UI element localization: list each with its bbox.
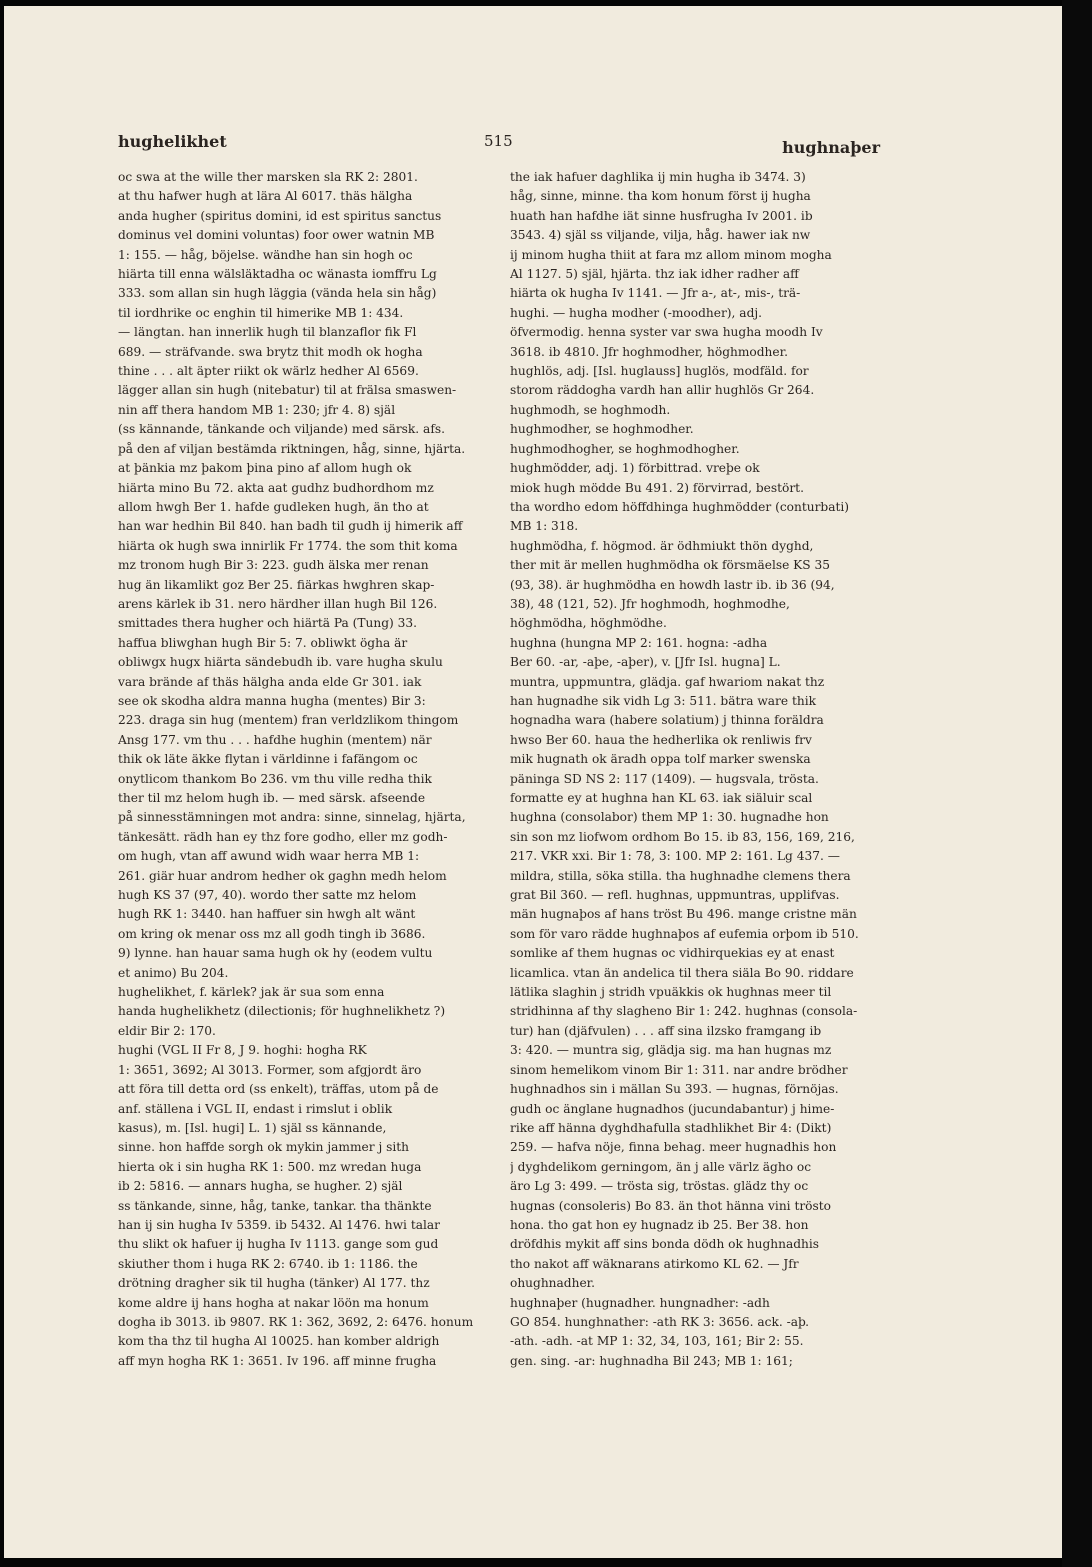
text-line: tur) han (djäfvulen) . . . aff sina ilzsko framgang ib xyxy=(510,1023,822,1038)
text-line: män hugnaþos af hans tröst Bu 496. mange cristne män xyxy=(510,907,857,922)
text-line: hughmodh, se hoghmodh. xyxy=(510,402,671,417)
text-line: äro Lg 3: 499. — trösta sig, tröstas. glädz thy oc xyxy=(510,1179,809,1194)
text-line: obliwgx hugx hiärta sändebudh ib. vare hugha skulu xyxy=(118,655,443,670)
text-line: om hugh, vtan aff awund widh waar herra MB 1: xyxy=(118,849,420,864)
text-line: kasus), m. [Isl. hugi] L. 1) själ ss kännande, xyxy=(118,1120,387,1135)
text-line: skiuther thom i huga RK 2: 6740. ib 1: 1186. the xyxy=(118,1256,418,1271)
text-line: MB 1: 318. xyxy=(510,519,579,534)
text-line: stridhinna af thy slagheno Bir 1: 242. hughnas (consola- xyxy=(510,1004,858,1019)
text-line: öfvermodig. henna syster var swa hugha moodh Iv xyxy=(510,325,823,340)
text-line: han ij sin hugha Iv 5359. ib 5432. Al 1476. hwi talar xyxy=(118,1217,440,1232)
text-line: arens kärlek ib 31. nero härdher illan hugh Bil 126. xyxy=(118,596,438,611)
text-line: licamlica. vtan än andelica til thera siäla Bo 90. riddare xyxy=(510,965,854,980)
text-line: drötning dragher sik til hugha (tänker) Al 177. thz xyxy=(118,1276,430,1291)
right-column xyxy=(510,168,890,1371)
text-line: höghmödha, höghmödhe. xyxy=(510,616,667,631)
text-line: oc swa at the wille ther marsken sla RK 2: 2801. xyxy=(118,170,418,184)
text-line: tha wordho edom höffdhinga hughmödder (conturbati) xyxy=(510,499,850,514)
text-line: huath han hafdhe iät sinne husfrugha Iv 2001. ib xyxy=(510,208,813,223)
text-line: tänkesätt. rädh han ey thz fore godho, eller mz godh- xyxy=(118,829,448,844)
text-line: dröfdhis mykit aff sins bonda dödh ok hughnadhis xyxy=(510,1237,820,1252)
text-line: 1: 155. — håg, böjelse. wändhe han sin hogh oc xyxy=(118,247,413,262)
text-line: hwso Ber 60. haua the hedherlika ok renliwis frv xyxy=(510,732,812,747)
text-line: j dyghdelikom gerningom, än j alle värlz ägho oc xyxy=(510,1159,812,1174)
text-line: hugh RK 1: 3440. han haffuer sin hwgh alt wänt xyxy=(118,907,416,922)
text-line: hughna (consolabor) them MP 1: 30. hugnadhe hon xyxy=(510,810,829,825)
text-line: rike aff hänna dyghdhafulla stadhlikhet Bir 4: (Dikt) xyxy=(510,1120,832,1135)
text-line: anf. ställena i VGL II, endast i rimslut i oblik xyxy=(118,1101,393,1116)
text-line: ij minom hugha thiit at fara mz allom minom mogha xyxy=(510,247,832,262)
text-line: — längtan. han innerlik hugh til blanzaflor fik Fl xyxy=(118,325,417,340)
text-line: hughna (hungna MP 2: 161. hogna: -adha xyxy=(510,635,768,650)
text-line: mik hugnath ok äradh oppa tolf marker swenska xyxy=(510,752,811,767)
text-line: ther til mz helom hugh ib. — med särsk. afseende xyxy=(118,791,426,805)
text-line: kom tha thz til hugha Al 10025. han komber aldrigh xyxy=(118,1334,440,1349)
text-line: anda hugher (spiritus domini, id est spiritus sanctus xyxy=(118,208,442,223)
text-line: GO 854. hunghnather: -ath RK 3: 3656. ack. -aþ. xyxy=(510,1314,810,1329)
text-line: päninga SD NS 2: 117 (1409). — hugsvala, trösta. xyxy=(510,771,819,786)
page-header xyxy=(118,132,880,160)
text-line: eldir Bir 2: 170. xyxy=(118,1023,216,1038)
text-line: grat Bil 360. — refl. hughnas, uppmuntras, upplifvas. xyxy=(510,888,840,903)
text-line: hughi (VGL II Fr 8, J 9. hoghi: hogha RK xyxy=(118,1043,367,1058)
text-line: 259. — hafva nöje, finna behag. meer hugnadhis hon xyxy=(510,1140,837,1155)
text-line: mz tronom hugh Bir 3: 223. gudh älska mer renan xyxy=(118,558,429,573)
text-line: smittades thera hugher och hiärtä Pa (Tung) 33. xyxy=(118,616,418,631)
text-line: hierta ok i sin hugha RK 1: 500. mz wredan huga xyxy=(118,1159,422,1174)
text-line: somlike af them hugnas oc vidhirquekias ey at enast xyxy=(510,946,835,961)
text-line: see ok skodha aldra manna hugha (mentes) Bir 3: xyxy=(118,693,426,708)
text-line: på den af viljan bestämda riktningen, håg, sinne, hjärta. xyxy=(118,441,466,456)
text-line: the iak hafuer daghlika ij min hugha ib 3474. 3) xyxy=(510,170,806,184)
text-line: Ber 60. -ar, -aþe, -aþer), v. [Jfr Isl. hugna] L. xyxy=(510,655,781,670)
text-line: hiärta till enna wälsläktadha oc wänasta iomffru Lg xyxy=(118,267,437,282)
text-line: thine . . . alt äpter riikt ok wärlz hedher Al 6569. xyxy=(118,364,419,379)
text-line: ss tänkande, sinne, håg, tanke, tankar. tha thänkte xyxy=(118,1198,432,1213)
text-line: ohughnadher. xyxy=(510,1276,596,1291)
text-line: 261. giär huar androm hedher ok gaghn medh helom xyxy=(118,868,447,883)
text-line: som för varo rädde hughnaþos af eufemia orþom ib 510. xyxy=(510,926,859,941)
text-line: 9) lynne. han hauar sama hugh ok hy (eodem vultu xyxy=(118,946,433,961)
text-line: hughlös, adj. [Isl. huglauss] huglös, modfäld. for xyxy=(510,364,809,379)
text-line: hughmödder, adj. 1) förbittrad. vreþe ok xyxy=(510,461,760,476)
text-line: (ss kännande, tänkande och viljande) med särsk. afs. xyxy=(118,422,445,437)
text-line: gen. sing. -ar: hughnadha Bil 243; MB 1: 161; xyxy=(510,1353,793,1368)
text-line: lägger allan sin hugh (nitebatur) til at frälsa smaswen- xyxy=(118,383,457,398)
running-head-left: hughelikhet xyxy=(118,132,227,151)
text-line: allom hwgh Ber 1. hafde gudleken hugh, än tho at xyxy=(118,499,429,514)
text-line: nin aff thera handom MB 1: 230; jfr 4. 8) själ xyxy=(118,402,396,417)
text-line: hughmödha, f. högmod. är ödhmiukt thön dyghd, xyxy=(510,538,814,553)
text-line: hughelikhet, f. kärlek? jak är sua som enna xyxy=(118,985,385,1000)
text-line: 333. som allan sin hugh läggia (vända hela sin håg) xyxy=(118,286,437,301)
text-line: hug än likamlikt goz Ber 25. fiärkas hwghren skap- xyxy=(118,577,435,592)
text-line: 3543. 4) själ ss viljande, vilja, håg. hawer iak nw xyxy=(510,228,811,243)
text-line: thu slikt ok hafuer ij hugha Iv 1113. gange som gud xyxy=(118,1237,439,1252)
text-line: lätlika slaghin j stridh vpuäkkis ok hughnas meer til xyxy=(510,985,832,1000)
text-line: hughi. — hugha modher (-moodher), adj. xyxy=(510,305,763,320)
text-line: håg, sinne, minne. tha kom honum först ij hugha xyxy=(510,189,811,204)
dictionary-page xyxy=(4,6,1062,1558)
text-line: kome aldre ij hans hogha at nakar löön ma honum xyxy=(118,1295,429,1310)
text-line: at thu hafwer hugh at lära Al 6017. thäs hälgha xyxy=(118,189,413,204)
text-line: aff myn hogha RK 1: 3651. Iv 196. aff minne frugha xyxy=(118,1353,437,1368)
text-line: til iordhrike oc enghin til himerike MB 1: 434. xyxy=(118,305,404,320)
text-line: miok hugh mödde Bu 491. 2) förvirrad, bestört. xyxy=(510,480,804,495)
text-line: Al 1127. 5) själ, hjärta. thz iak idher radher aff xyxy=(510,267,799,282)
text-line: han hugnadhe sik vidh Lg 3: 511. bätra ware thik xyxy=(510,693,816,708)
text-line: ib 2: 5816. — annars hugha, se hugher. 2) själ xyxy=(118,1179,403,1194)
text-line: 223. draga sin hug (mentem) fran verldzlikom thingom xyxy=(118,713,459,728)
text-line: at þänkia mz þakom þina pino af allom hugh ok xyxy=(118,461,412,476)
text-line: på sinnesstämningen mot andra: sinne, sinnelag, hjärta, xyxy=(118,810,466,825)
text-line: sinom hemelikom vinom Bir 1: 311. nar andre brödher xyxy=(510,1062,848,1077)
text-line: tho nakot aff wäknarans atirkomo KL 62. — Jfr xyxy=(510,1256,799,1271)
text-line: hughnaþer (hugnadher. hungnadher: -adh xyxy=(510,1295,770,1310)
text-line: thik ok läte äkke flytan i världinne i fafängom oc xyxy=(118,752,418,767)
text-line: dominus vel domini voluntas) foor ower watnin MB xyxy=(118,228,435,243)
text-line: handa hughelikhetz (dilectionis; för hughnelikhetz ?) xyxy=(118,1004,446,1019)
text-line: mildra, stilla, söka stilla. tha hughnadhe clemens thera xyxy=(510,868,851,883)
text-line: 1: 3651, 3692; Al 3013. Former, som afgjordt äro xyxy=(118,1062,422,1077)
text-line: storom räddogha vardh han allir hughlös Gr 264. xyxy=(510,383,815,398)
text-line: vara brände af thäs hälgha anda elde Gr 301. iak xyxy=(118,674,422,689)
text-line: hiärta mino Bu 72. akta aat gudhz budhordhom mz xyxy=(118,480,434,495)
text-line: hughmodhogher, se hoghmodhogher. xyxy=(510,441,740,456)
text-line: formatte ey at hughna han KL 63. iak siäluir scal xyxy=(510,791,813,805)
text-line: muntra, uppmuntra, glädja. gaf hwariom nakat thz xyxy=(510,674,825,689)
scan-edge xyxy=(1062,0,1092,1567)
text-line: 3618. ib 4810. Jfr hoghmodher, höghmodher. xyxy=(510,344,788,359)
page-number: 515 xyxy=(484,132,513,150)
text-line: haffua bliwghan hugh Bir 5: 7. obliwkt ögha är xyxy=(118,635,408,650)
text-line: ther mit är mellen hughmödha ok försmäelse KS 35 xyxy=(510,558,831,573)
text-line: sin son mz liofwom ordhom Bo 15. ib 83, 156, 169, 216, xyxy=(510,829,855,844)
text-line: onytlicom thankom Bo 236. vm thu ville redha thik xyxy=(118,771,432,786)
text-line: (93, 38). är hughmödha en howdh lastr ib. ib 36 (94, xyxy=(510,577,835,592)
text-line: 689. — sträfvande. swa brytz thit modh ok hogha xyxy=(118,344,423,359)
text-line: dogha ib 3013. ib 9807. RK 1: 362, 3692, 2: 6476. honum xyxy=(118,1314,474,1329)
text-line: han war hedhin Bil 840. han badh til gudh ij himerik aff xyxy=(118,519,463,534)
text-line: 38), 48 (121, 52). Jfr hoghmodh, hoghmodhe, xyxy=(510,596,790,611)
text-line: Ansg 177. vm thu . . . hafdhe hughin (mentem) när xyxy=(118,732,432,747)
text-line: hognadha wara (habere solatium) j thinna foräldra xyxy=(510,713,824,728)
text-line: gudh oc änglane hugnadhos (jucundabantur) j hime- xyxy=(510,1101,835,1116)
text-line: 3: 420. — muntra sig, glädja sig. ma han hugnas mz xyxy=(510,1043,832,1058)
text-line: hiärta ok hugh swa innirlik Fr 1774. the som thit koma xyxy=(118,538,458,553)
text-line: hiärta ok hugha Iv 1141. — Jfr a-, at-, mis-, trä- xyxy=(510,286,801,301)
text-line: -ath. -adh. -at MP 1: 32, 34, 103, 161; Bir 2: 55. xyxy=(510,1334,804,1349)
text-line: hughmodher, se hoghmodher. xyxy=(510,422,694,437)
text-line: hughnadhos sin i mällan Su 393. — hugnas, förnöjas. xyxy=(510,1082,839,1097)
text-line: hugnas (consoleris) Bo 83. än thot hänna vini trösto xyxy=(510,1198,831,1213)
text-line: hona. tho gat hon ey hugnadz ib 25. Ber 38. hon xyxy=(510,1217,809,1232)
text-line: sinne. hon haffde sorgh ok mykin jammer j sith xyxy=(118,1140,409,1155)
text-line: hugh KS 37 (97, 40). wordo ther satte mz helom xyxy=(118,888,417,903)
text-line: om kring ok menar oss mz all godh tingh ib 3686. xyxy=(118,926,426,941)
text-line: et animo) Bu 204. xyxy=(118,965,229,980)
running-head-right: hughnaþer xyxy=(782,138,880,157)
text-line: 217. VKR xxi. Bir 1: 78, 3: 100. MP 2: 161. Lg 437. — xyxy=(510,849,840,864)
text-line: att föra till detta ord (ss enkelt), träffas, utom på de xyxy=(118,1082,439,1097)
left-column xyxy=(118,168,498,1371)
